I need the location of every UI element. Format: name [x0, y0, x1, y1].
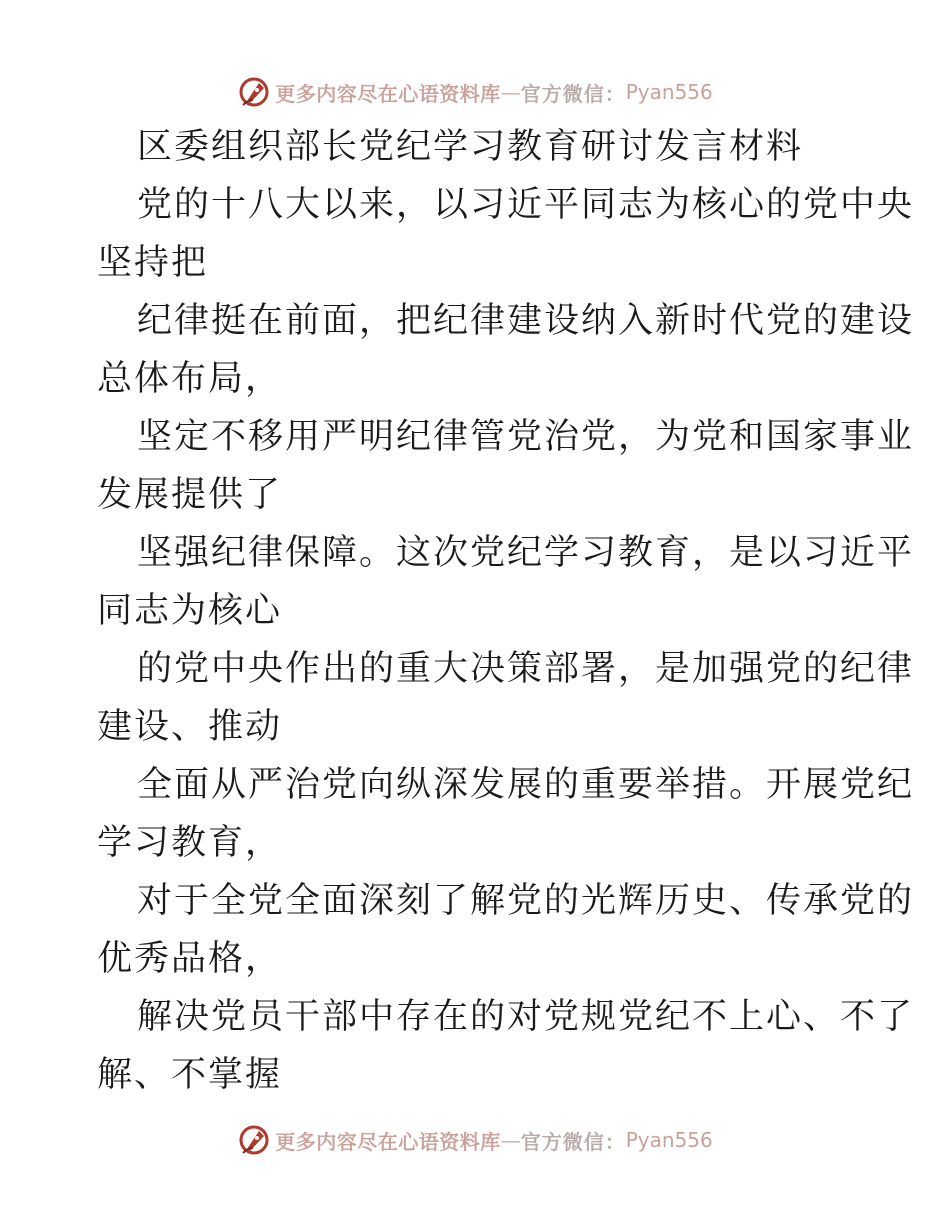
banner-wechat-label: 官方微信： — [520, 81, 626, 106]
pen-nib-logo-icon — [237, 1123, 271, 1157]
line-first: 坚定不移用严明纪律管党治党，为党和国家事业 — [137, 417, 915, 457]
pen-nib-logo-icon — [237, 75, 271, 109]
banner-wechat-id: Pyan556 — [625, 1128, 713, 1152]
document-title: 区委组织部长党纪学习教育研讨发言材料 — [137, 127, 804, 167]
banner-dash: — — [500, 80, 521, 104]
banner-wechat-id: Pyan556 — [625, 80, 713, 104]
paragraph-4 — [97, 524, 915, 640]
line-rest: 同志为核心 — [97, 591, 283, 631]
line-first: 纪律挺在前面，把纪律建设纳入新时代党的建设 — [137, 301, 915, 341]
header-banner — [0, 72, 950, 112]
paragraph-7 — [97, 872, 915, 988]
line-rest: 优秀品格， — [97, 939, 283, 979]
line-first: 的党中央作出的重大决策部署，是加强党的纪律 — [137, 649, 915, 689]
footer-banner — [0, 1120, 950, 1160]
line-first: 解决党员干部中存在的对党规党纪不上心、不了 — [137, 997, 915, 1037]
line-rest: 解、不掌握 — [97, 1055, 283, 1095]
line-rest: 建设、推动 — [97, 707, 283, 747]
paragraph-8 — [97, 988, 915, 1104]
paragraph-1 — [97, 176, 915, 292]
line-first: 坚强纪律保障。这次党纪学习教育，是以习近平 — [137, 533, 915, 573]
banner-wechat-label: 官方微信： — [520, 1129, 626, 1154]
paragraph-3 — [97, 408, 915, 524]
line-first: 全面从严治党向纵深发展的重要举措。开展党纪 — [137, 765, 915, 805]
line-rest: 坚持把 — [97, 243, 209, 283]
document-body — [97, 118, 915, 1104]
paragraph-6 — [97, 756, 915, 872]
line-rest: 总体布局， — [97, 359, 283, 399]
line-first: 党的十八大以来，以习近平同志为核心的党中央 — [137, 185, 915, 225]
line-rest: 学习教育， — [97, 823, 283, 863]
banner-dash: — — [500, 1128, 521, 1152]
line-first: 对于全党全面深刻了解党的光辉历史、传承党的 — [137, 881, 915, 921]
banner-slogan: 更多内容尽在心语资料库 — [275, 81, 501, 106]
paragraph-2 — [97, 292, 915, 408]
paragraph-5 — [97, 640, 915, 756]
line-rest: 发展提供了 — [97, 475, 283, 515]
banner-slogan: 更多内容尽在心语资料库 — [275, 1129, 501, 1154]
